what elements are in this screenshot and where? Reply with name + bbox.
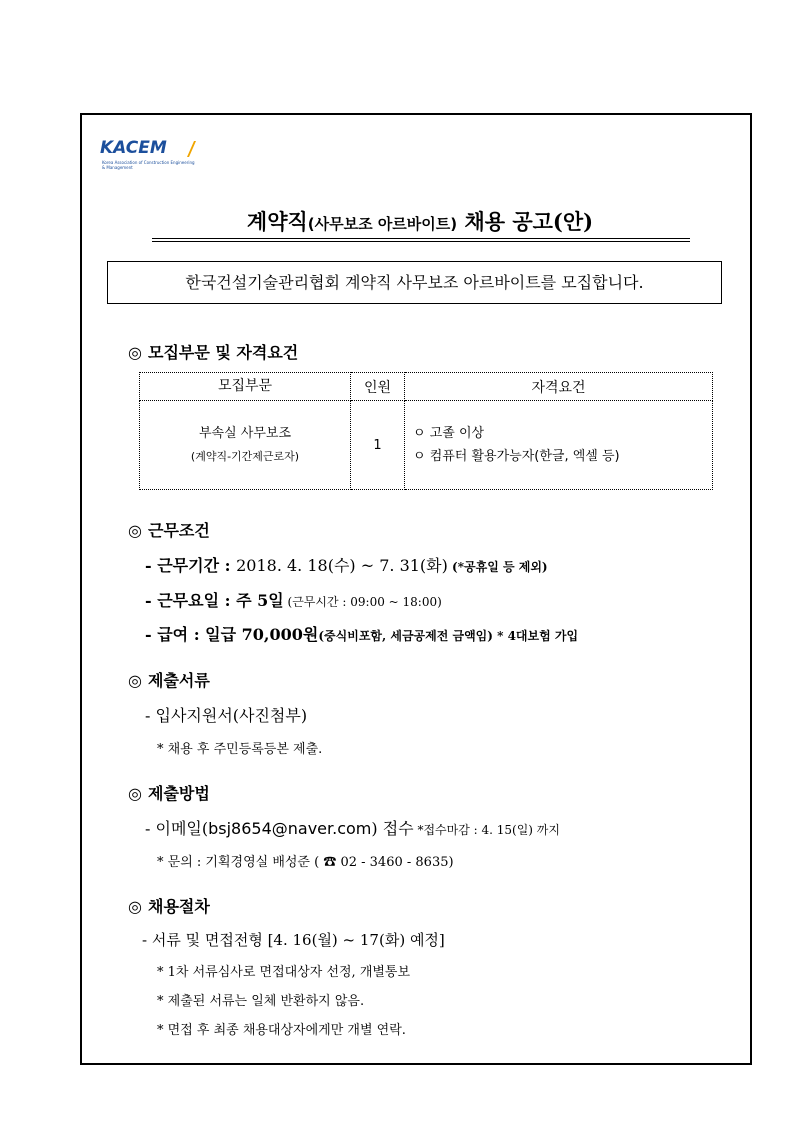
table-row xyxy=(140,401,713,490)
title-underline-2 xyxy=(152,241,690,242)
work-period xyxy=(145,553,548,576)
page-title xyxy=(150,206,690,236)
process-note: * 1차 서류심사로 면접대상자 선정, 개별통보 xyxy=(157,965,411,980)
work-pay-value: 일급 70,000원 xyxy=(205,625,319,644)
section-heading-conditions xyxy=(128,518,210,541)
docs-item: - 입사지원서(사진첨부) xyxy=(145,706,308,725)
section-mark-icon: ◎ xyxy=(128,671,142,690)
logo-wordmark: KACEM xyxy=(100,138,167,158)
cell-dept xyxy=(140,401,351,490)
dept-name: 부속실 사무보조 xyxy=(198,426,292,441)
work-period-label: - 근무기간 : xyxy=(145,556,237,575)
work-pay-label: - 급여 : xyxy=(145,625,206,644)
logo-swoosh-icon xyxy=(186,141,196,157)
cell-count: 1 xyxy=(351,401,405,490)
work-pay xyxy=(145,622,578,645)
work-period-value: 2018. 4. 18(수) ~ 7. 31(화) xyxy=(236,556,448,575)
method-prefix: - 이메일( xyxy=(145,819,209,838)
process-item: - 서류 및 면접전형 [4. 16(월) ~ 17(화) 예정] xyxy=(142,931,445,949)
announcement-banner: 한국건설기술관리협회 계약직 사무보조 아르바이트를 모집합니다. xyxy=(107,261,722,304)
section-mark-icon: ◎ xyxy=(128,343,142,362)
work-days xyxy=(145,588,442,611)
section-title: 모집부문 및 자격요건 xyxy=(148,343,299,362)
section-mark-icon: ◎ xyxy=(128,784,142,803)
method-email xyxy=(145,816,560,839)
process-note: * 면접 후 최종 채용대상자에게만 개별 연락. xyxy=(157,1023,406,1038)
work-days-label: - 근무요일 : xyxy=(145,591,237,610)
section-heading-method xyxy=(128,781,210,804)
work-days-value: 주 5일 xyxy=(236,591,284,610)
work-pay-note: (중식비포함, 세금공제전 금액임) xyxy=(318,629,493,643)
method-suffix: ) 접수 xyxy=(371,819,414,838)
title-part-a: 계약직 xyxy=(246,209,308,234)
section-title: 제출서류 xyxy=(148,671,210,690)
method-contact: * 문의 : 기획경영실 배성준 ( ☎ 02 - 3460 - 8635) xyxy=(157,855,454,870)
section-title: 채용절차 xyxy=(148,897,210,916)
header-requirements: 자격요건 xyxy=(405,373,713,401)
work-days-note: (근무시간 : 09:00 ~ 18:00) xyxy=(283,595,442,609)
email-link[interactable]: bsj8654@naver.com xyxy=(208,819,372,838)
logo-subtitle: Korea Association of Construction Engineering & Management xyxy=(102,160,195,170)
table-header-row xyxy=(140,373,713,401)
section-heading-process xyxy=(128,894,210,917)
header-count: 인원 xyxy=(351,373,405,401)
cell-requirements xyxy=(405,401,713,490)
header-dept: 모집부문 xyxy=(140,373,351,401)
docs-note: * 채용 후 주민등록등본 제출. xyxy=(157,742,323,757)
section-heading-recruitment xyxy=(128,340,298,363)
title-part-c: 채용 공고(안) xyxy=(457,209,594,234)
requirement-item: ㅇ 컴퓨터 활용가능자(한글, 엑셀 등) xyxy=(413,449,620,464)
work-pay-extra: * 4대보험 가입 xyxy=(492,629,579,643)
work-period-note: (*공휴일 등 제외) xyxy=(447,560,548,574)
section-mark-icon: ◎ xyxy=(128,897,142,916)
section-mark-icon: ◎ xyxy=(128,521,142,540)
method-deadline: *접수마감 : 4. 15(일) 까지 xyxy=(413,823,560,837)
process-note: * 제출된 서류는 일체 반환하지 않음. xyxy=(157,994,365,1009)
section-heading-documents xyxy=(128,668,210,691)
requirements-table xyxy=(139,372,713,490)
title-part-b: (사무보조 아르바이트) xyxy=(307,215,458,233)
kacem-logo xyxy=(100,138,210,174)
section-title: 제출방법 xyxy=(148,784,210,803)
dept-sub: (계약직-기간제근로자) xyxy=(190,450,300,463)
section-title: 근무조건 xyxy=(148,521,210,540)
requirement-item: ㅇ 고졸 이상 xyxy=(413,426,485,441)
title-underline xyxy=(152,238,690,239)
